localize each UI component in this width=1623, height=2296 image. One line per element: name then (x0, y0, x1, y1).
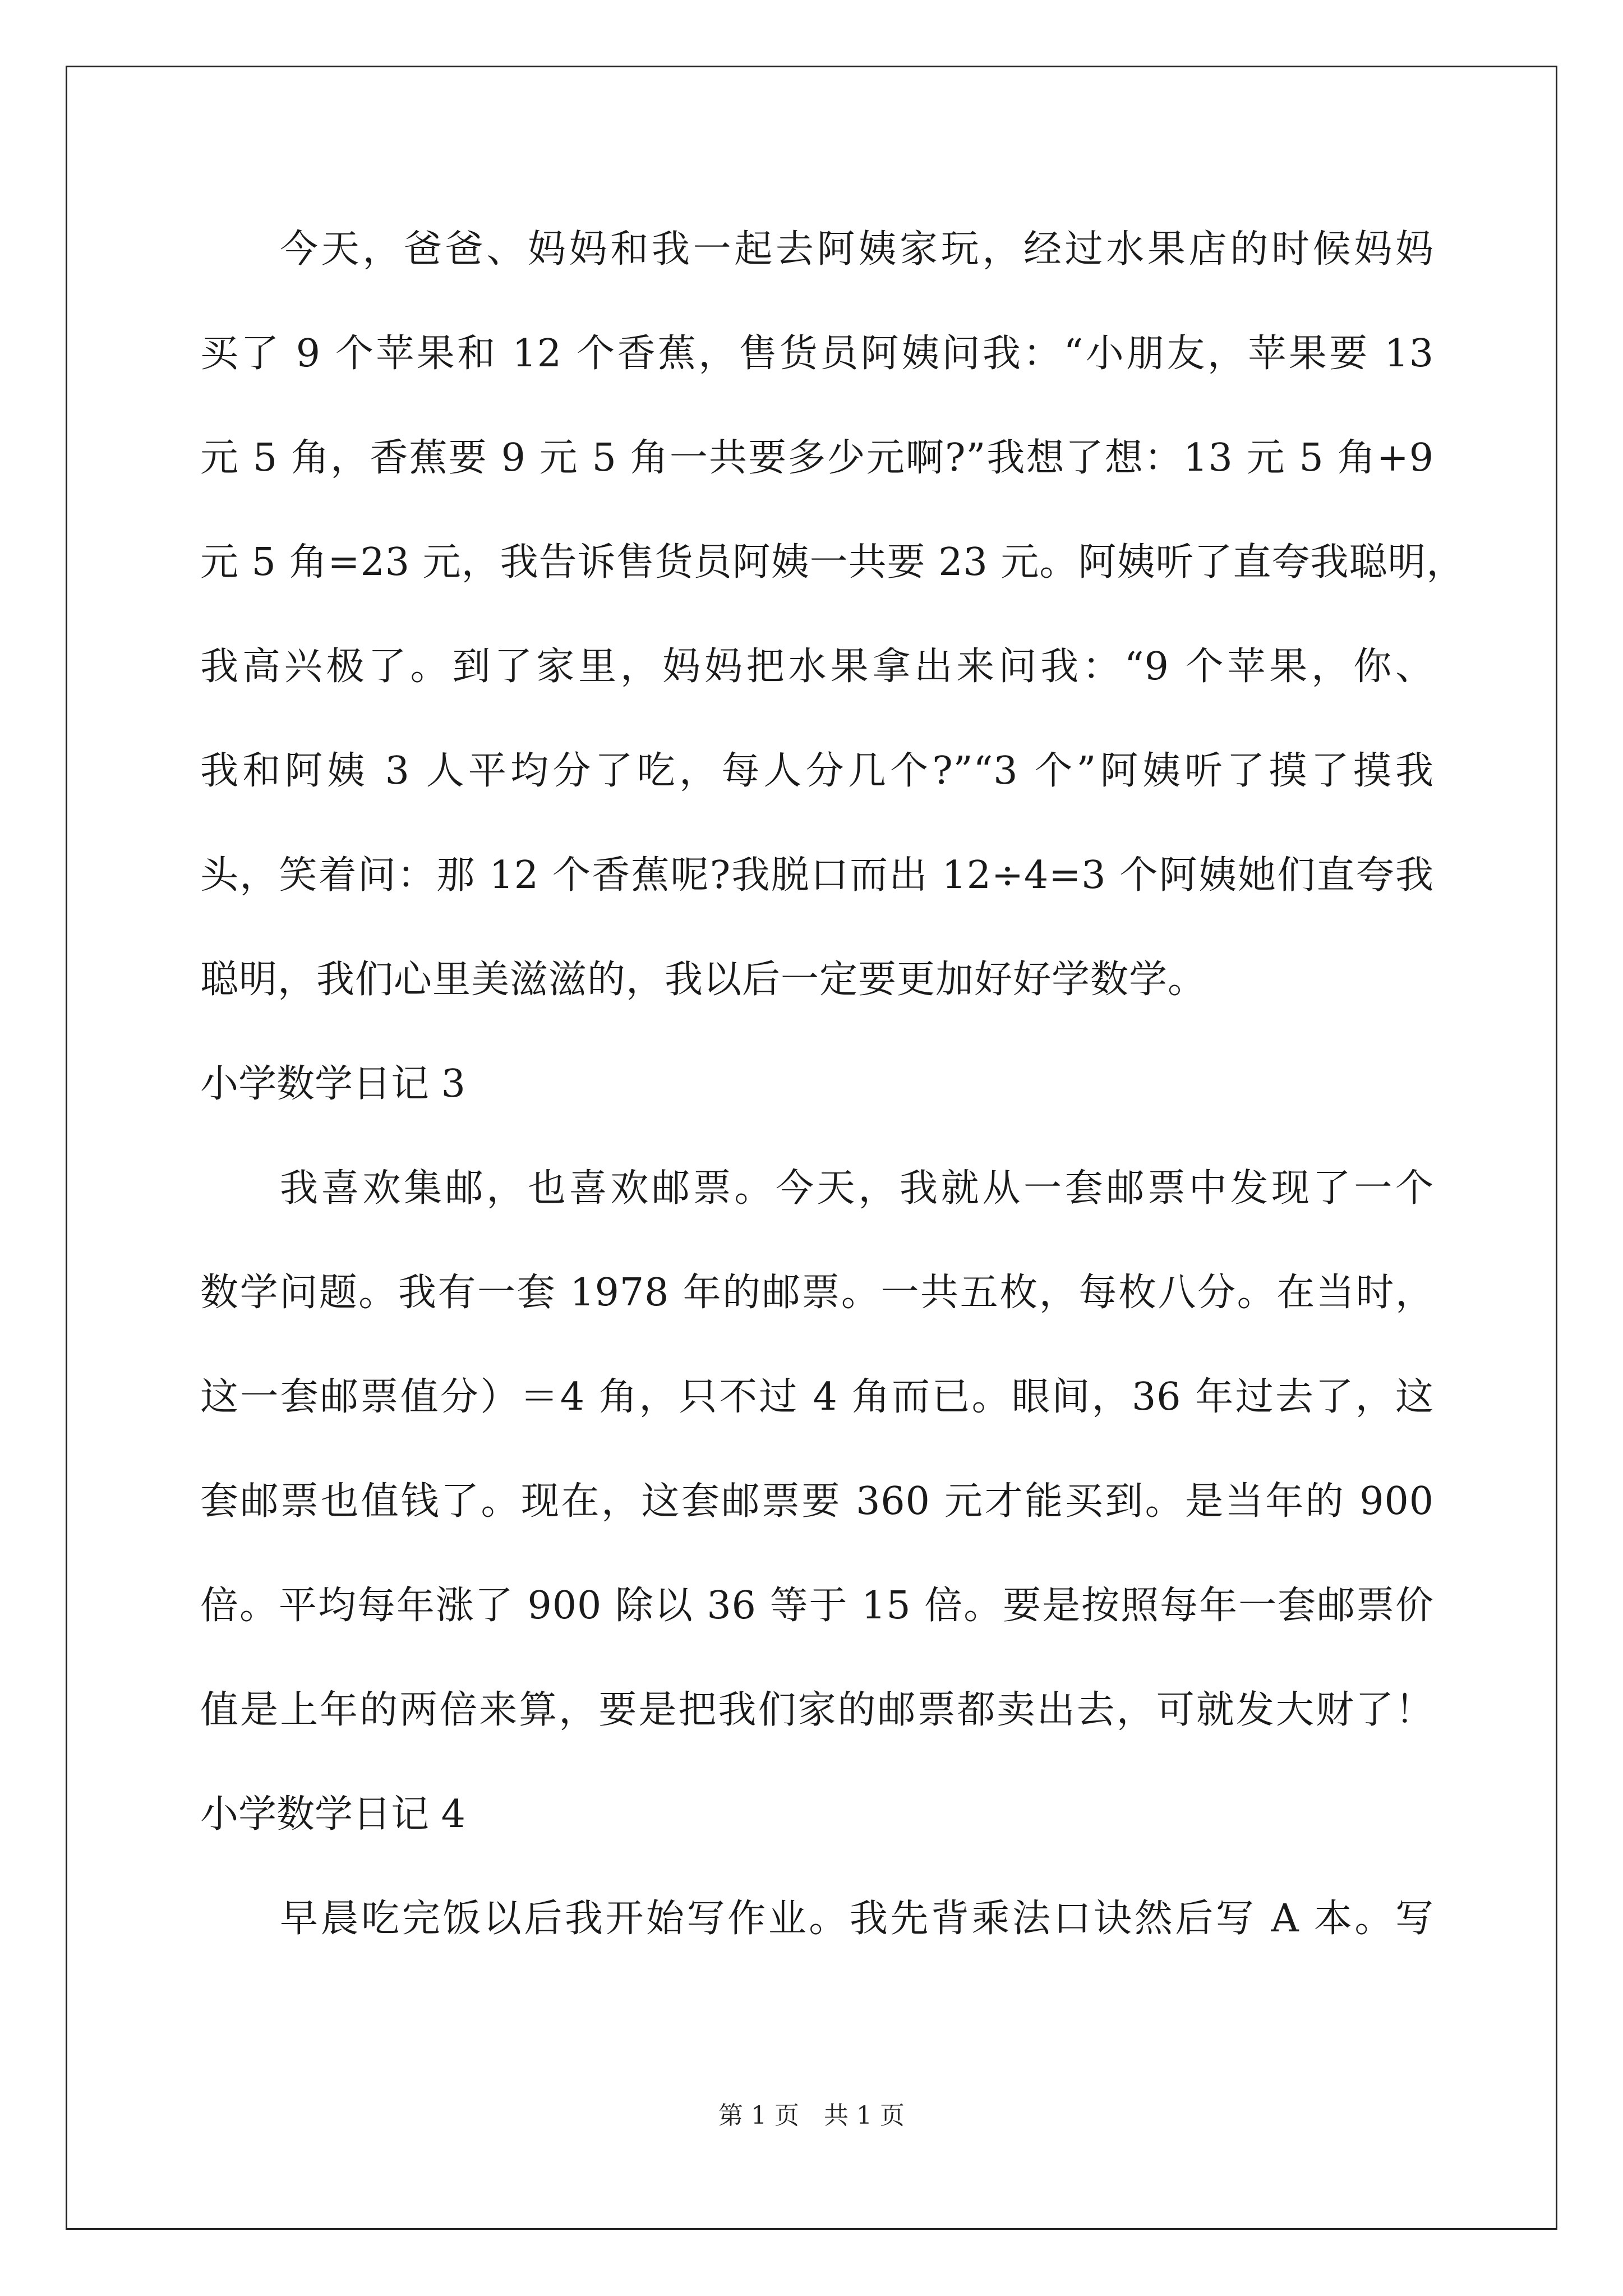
paragraph-2-line-3: 这一套邮票值分）＝4 角，只不过 4 角而已。眼间，36 年过去了，这 (200, 1375, 1434, 1419)
page-number-total: 共 1 页 (824, 2101, 905, 2130)
paragraph-2-line-4: 套邮票也值钱了。现在，这套邮票要 360 元才能买到。是当年的 900 (200, 1479, 1434, 1524)
page-footer (0, 2099, 1623, 2133)
paragraph-1-line-4: 元 5 角=23 元，我告诉售货员阿姨一共要 23 元。阿姨听了直夸我聪明， (200, 540, 1465, 585)
paragraph-2-line-5: 倍。平均每年涨了 900 除以 36 等于 15 倍。要是按照每年一套邮票价 (200, 1584, 1434, 1628)
paragraph-2-line-2: 数学问题。我有一套 1978 年的邮票。一共五枚，每枚八分。在当时， (200, 1271, 1434, 1315)
section-heading-4: 小学数学日记 4 (200, 1792, 465, 1837)
section-heading-3: 小学数学日记 3 (200, 1062, 465, 1106)
paragraph-1-line-6: 我和阿姨 3 人平均分了吃，每人分几个?”“3 个”阿姨听了摸了摸我 (200, 749, 1434, 793)
paragraph-2-line-1: 我喜欢集邮，也喜欢邮票。今天，我就从一套邮票中发现了一个 (280, 1166, 1434, 1211)
paragraph-1-line-5: 我高兴极了。到了家里，妈妈把水果拿出来问我：“9 个苹果，你、 (200, 645, 1434, 689)
paragraph-1-line-8: 聪明，我们心里美滋滋的，我以后一定要更加好好学数学。 (200, 958, 1207, 1002)
paragraph-1-line-1: 今天，爸爸、妈妈和我一起去阿姨家玩，经过水果店的时候妈妈 (280, 227, 1434, 272)
paragraph-3-line-1: 早晨吃完饭以后我开始写作业。我先背乘法口诀然后写 A 本。写 (280, 1897, 1434, 1941)
paragraph-1-line-2: 买了 9 个苹果和 12 个香蕉，售货员阿姨问我：“小朋友，苹果要 13 (200, 332, 1434, 376)
paragraph-2-line-6: 值是上年的两倍来算，要是把我们家的邮票都卖出去，可就发大财了！ (200, 1688, 1434, 1732)
paragraph-1-line-7: 头，笑着问：那 12 个香蕉呢?我脱口而出 12÷4=3 个阿姨她们直夸我 (200, 853, 1434, 898)
paragraph-1-line-3: 元 5 角，香蕉要 9 元 5 角一共要多少元啊?”我想了想：13 元 5 角+9 (200, 436, 1434, 480)
page-number-current: 第 1 页 (718, 2101, 799, 2130)
